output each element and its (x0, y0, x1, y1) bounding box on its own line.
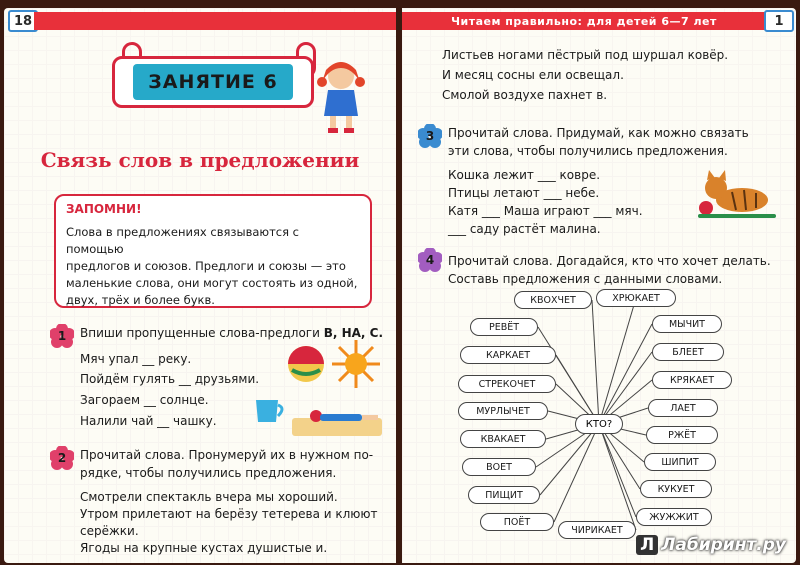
task3-line: Катя ___ Маша играют ___ мяч. (448, 204, 643, 218)
page-number-right: 1 (764, 10, 794, 32)
word-bubble: СТРЕКОЧЕТ (458, 375, 556, 393)
connector-line (599, 424, 636, 517)
word-bubble: ВОЕТ (462, 458, 536, 476)
remember-line: двух, трёх и более букв. (66, 293, 215, 307)
task-number: 4 (425, 253, 435, 267)
word-bubble: РЕВЁТ (470, 318, 538, 336)
task1-line: Налили чай __ чашку. (80, 414, 217, 428)
task-number: 1 (57, 329, 67, 343)
word-bubble: МУРЛЫЧЕТ (458, 402, 548, 420)
task1-line: Загораем __ солнце. (80, 393, 209, 407)
connector-line (554, 424, 599, 522)
poem-line: Листьев ногами пёстрый под шуршал ковёр. (442, 48, 729, 62)
task2-line: Ягоды на крупные кустах душистые и. (80, 541, 328, 555)
remember-line: Слова в предложениях связываются с помощью (66, 225, 300, 256)
poem-line: Смолой воздухе пахнет в. (442, 88, 608, 102)
task4-instruction: Составь предложения с данными словами. (448, 272, 723, 286)
task2-instruction: Прочитай слова. Пронумеруй их в нужном по- (80, 448, 374, 462)
word-bubble: КВАКАЕТ (460, 430, 546, 448)
diagram-hub: КТО? (575, 414, 623, 434)
word-bubble: ШИПИТ (644, 453, 716, 471)
task3-line: Птицы летают ___ небе. (448, 186, 600, 200)
watermark-logo-icon: Л (636, 535, 658, 555)
word-bubble: ПОЁТ (480, 513, 554, 531)
task3-instruction: эти слова, чтобы получились предложения. (448, 144, 728, 158)
word-bubble: КРЯКАЕТ (652, 371, 732, 389)
task4-instruction: Прочитай слова. Догадайся, кто что хочет делать. (448, 254, 771, 268)
word-bubble: КВОХЧЕТ (514, 291, 592, 309)
task2-line: Утром прилетают на берёзу тетерева и клюют (80, 507, 378, 521)
word-bubble: БЛЕЕТ (652, 343, 724, 361)
page-number-left: 18 (8, 10, 38, 32)
watermark (636, 535, 786, 555)
task2-line: серёжки. (80, 524, 139, 538)
word-bubble: ХРЮКАЕТ (596, 289, 676, 307)
word-bubble: МЫЧИТ (652, 315, 722, 333)
word-bubble: ПИЩИТ (468, 486, 540, 504)
word-bubble: КАРКАЕТ (460, 346, 556, 364)
remember-line: маленькие слова, они могут состоять из одной, (66, 276, 358, 290)
watermark-text: Лабиринт.ру (661, 535, 786, 555)
task2-instruction: рядке, чтобы получились предложения. (80, 466, 337, 480)
header-bar: Читаем правильно: для детей 6—7 лет (402, 12, 766, 30)
word-bubble: ЧИРИКАЕТ (558, 521, 636, 539)
poem-line: И месяц сосны ели освещал. (442, 68, 624, 82)
task3-line: ___ саду растёт малина. (448, 222, 601, 236)
connector-line (592, 300, 599, 424)
task1-line: Пойдём гулять __ друзьями. (80, 372, 260, 386)
task2-line: Смотрели спектакль вчера мы хороший. (80, 490, 338, 504)
task3-instruction: Прочитай слова. Придумай, как можно связать (448, 126, 749, 140)
connector-line (540, 424, 599, 495)
word-bubble: РЖЁТ (646, 426, 718, 444)
task-number: 2 (57, 451, 67, 465)
word-bubble: ЛАЕТ (648, 399, 718, 417)
task3-line: Кошка лежит ___ ковре. (448, 168, 601, 182)
task1-prepositions: В, НА, С. (323, 326, 384, 340)
lesson-title: ЗАНЯТИЕ 6 (133, 64, 293, 100)
remember-title: ЗАПОМНИ! (66, 202, 142, 216)
task1-instruction-text: Впиши пропущенные слова-предлоги (80, 326, 324, 340)
remember-line: предлогов и союзов. Предлоги и союзы — это (66, 259, 346, 273)
task1-line: Мяч упал __ реку. (80, 352, 192, 366)
word-bubble: КУКУЕТ (640, 480, 712, 498)
connector-line (599, 298, 636, 424)
task-number: 3 (425, 129, 435, 143)
lesson-subtitle: Связь слов в предложении (40, 148, 360, 172)
word-bubble: ЖУЖЖИТ (636, 508, 712, 526)
